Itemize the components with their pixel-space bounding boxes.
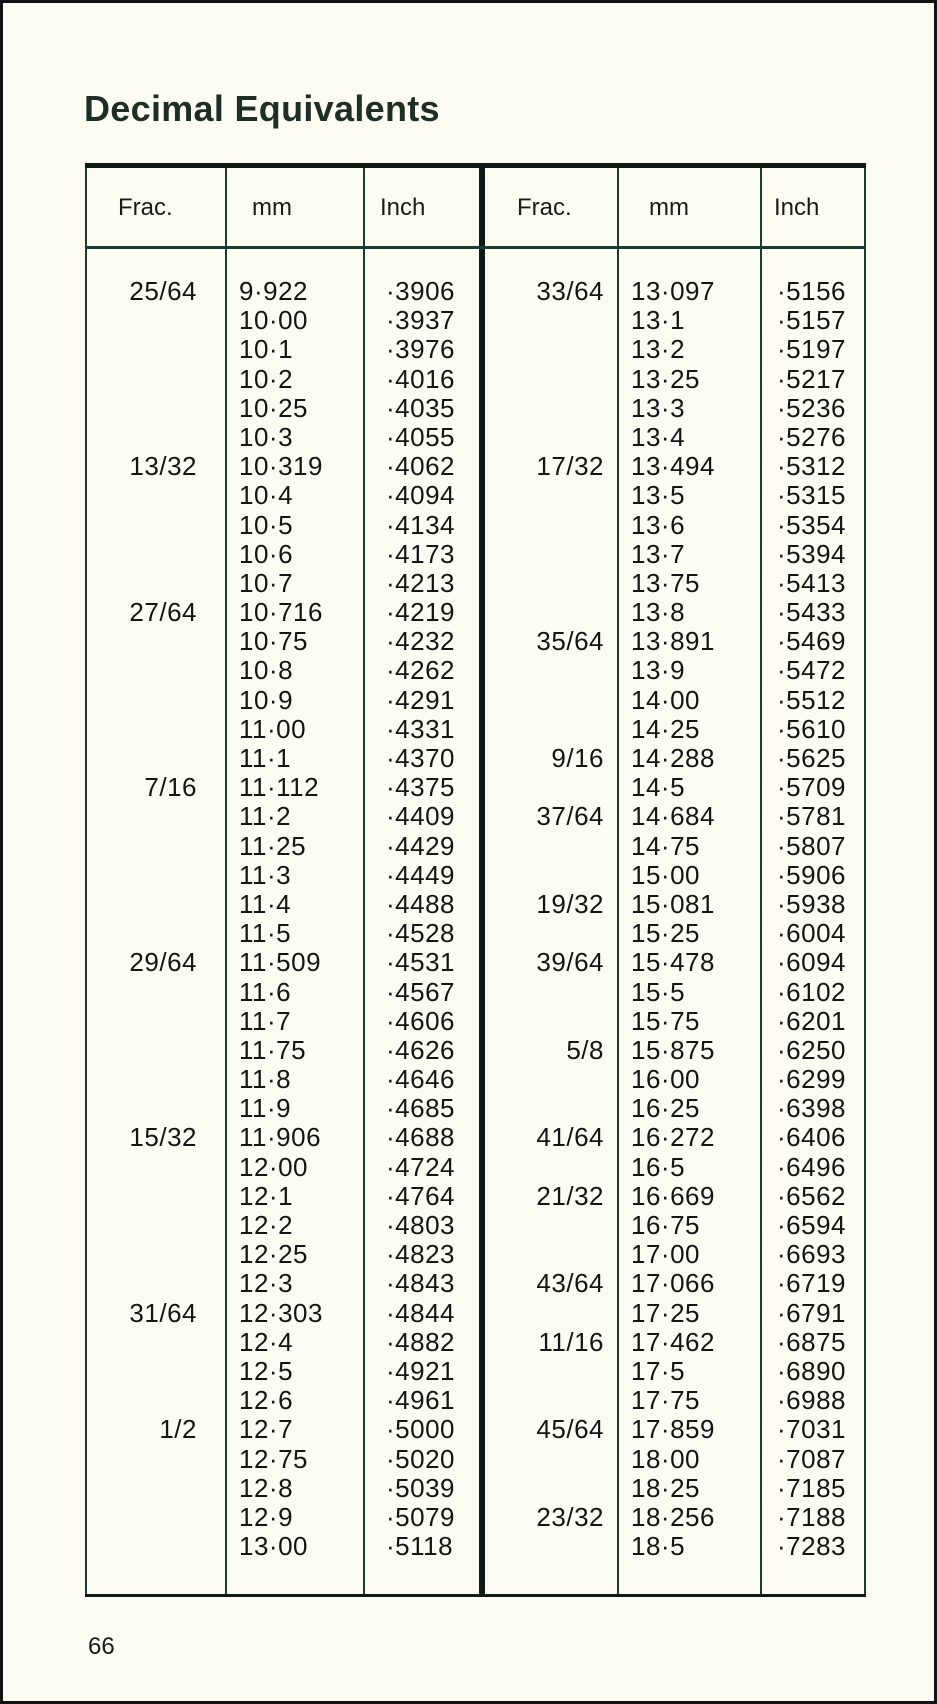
table-cell: 11·9 (239, 1093, 292, 1124)
table-cell: 11·3 (239, 859, 292, 890)
table-cell: 45/64 (536, 1414, 604, 1445)
table-cell: ·5807 (777, 830, 846, 861)
table-cell (492, 832, 604, 861)
table-cell: 17·462 (631, 1326, 715, 1357)
table-cell: ·4606 (386, 1005, 455, 1036)
table-cell: ·6250 (777, 1034, 846, 1065)
table-cell: ·4370 (386, 743, 455, 773)
left-inch-column (386, 277, 455, 1561)
table-cell: 11/16 (538, 1326, 604, 1357)
table-cell: ·4219 (386, 597, 455, 628)
table-cell: 10·319 (239, 451, 323, 482)
table-cell: ·6299 (777, 1064, 846, 1095)
table-cell (492, 306, 604, 335)
table-cell: 13·8 (631, 597, 686, 628)
table-cell: ·5197 (777, 334, 846, 365)
table-cell: 11·112 (239, 772, 320, 803)
table-cell (492, 1474, 604, 1503)
table-cell: 13·097 (631, 276, 715, 306)
table-cell: 16·5 (631, 1151, 686, 1182)
table-cell: ·4688 (386, 1122, 455, 1153)
table-cell: 11·25 (239, 830, 307, 861)
table-cell: 25/64 (129, 276, 197, 306)
table-cell: 19/32 (536, 888, 604, 919)
table-cell: ·6201 (777, 1005, 846, 1036)
table-cell (85, 423, 197, 452)
table-cell (85, 481, 197, 510)
table-cell: 9/16 (551, 743, 604, 773)
table-cell: 12·303 (239, 1297, 323, 1328)
table-cell: 10·8 (239, 655, 294, 686)
table-cell (85, 715, 197, 744)
table-cell: ·4567 (386, 976, 455, 1007)
table-cell: 12·5 (239, 1355, 294, 1386)
table-cell (85, 802, 197, 831)
table-cell: 17/32 (536, 451, 604, 482)
table-cell: ·4062 (386, 451, 455, 482)
table-cell: ·4843 (386, 1268, 455, 1299)
table-cell: 5/8 (566, 1034, 604, 1065)
table-cell: 13·25 (631, 363, 700, 394)
table-cell: 14·00 (631, 684, 700, 715)
table-cell (492, 861, 604, 890)
column-divider (363, 168, 365, 1594)
table-cell (85, 1445, 197, 1474)
table-cell: 13·9 (631, 655, 686, 686)
table-cell: ·7087 (777, 1443, 846, 1474)
table-cell: 17·00 (631, 1239, 700, 1270)
table-cell: ·4331 (386, 713, 455, 744)
table-cell: ·5906 (777, 859, 846, 890)
table-cell: ·5433 (777, 597, 846, 628)
table-cell: 15·5 (631, 976, 686, 1007)
table-cell: ·5236 (777, 392, 846, 423)
table-cell: ·5020 (386, 1443, 455, 1474)
table-cell (492, 511, 604, 540)
table-cell: ·5413 (777, 567, 846, 598)
table-cell: ·5469 (777, 626, 846, 657)
table-cell: 12·2 (239, 1210, 294, 1240)
table-cell (85, 686, 197, 715)
table-cell (85, 511, 197, 540)
table-cell: 11·8 (239, 1064, 292, 1095)
table-cell: 13·6 (631, 509, 686, 540)
table-cell (85, 1240, 197, 1269)
table-cell: ·4685 (386, 1093, 455, 1124)
table-cell: ·4055 (386, 421, 455, 452)
table-cell: ·3937 (386, 305, 455, 336)
column-divider (760, 168, 762, 1594)
table-cell: ·5118 (386, 1531, 454, 1562)
table-cell: 15/32 (129, 1122, 197, 1153)
left-mm-column (239, 277, 323, 1561)
table-cell: 18·256 (631, 1501, 715, 1532)
table-cell: 12·25 (239, 1239, 308, 1270)
table-cell (85, 1328, 197, 1357)
table-cell: 12·6 (239, 1385, 294, 1416)
table-cell: 16·00 (631, 1064, 700, 1095)
table-cell: 1/2 (159, 1414, 197, 1445)
table-cell: ·6398 (777, 1093, 846, 1124)
table-cell: ·5394 (777, 538, 846, 569)
table-cell: 14·5 (631, 772, 686, 803)
table-cell (492, 335, 604, 364)
center-divider (479, 168, 485, 1594)
table-cell: 14·288 (631, 743, 715, 773)
table-cell: ·7188 (777, 1501, 846, 1532)
table-cell: 12·3 (239, 1268, 294, 1299)
table-cell: 15·081 (631, 888, 715, 919)
table-cell (85, 627, 197, 656)
table-cell: ·6693 (777, 1239, 846, 1270)
table-cell (85, 1503, 197, 1532)
table-cell: 31/64 (129, 1297, 197, 1328)
table-cell (85, 1386, 197, 1415)
table-cell: ·5938 (777, 888, 846, 919)
table-cell: ·4291 (386, 684, 455, 715)
table-cell: 10·3 (239, 421, 294, 452)
table-cell: 29/64 (129, 947, 197, 978)
table-cell: 13·4 (631, 421, 686, 452)
table-cell (85, 365, 197, 394)
table-cell: 10·9 (239, 684, 294, 715)
table-cell: ·4724 (386, 1151, 455, 1182)
table-cell: 39/64 (536, 947, 604, 978)
table-cell: ·4035 (386, 392, 455, 423)
table-cell: 13·891 (631, 626, 715, 657)
table-cell: 17·25 (631, 1297, 700, 1328)
table-cell: ·6988 (777, 1385, 846, 1416)
table-cell: 10·00 (239, 305, 308, 336)
table-cell: 12·7 (239, 1414, 294, 1445)
table-cell: ·7185 (777, 1472, 846, 1503)
table-cell (492, 1065, 604, 1094)
header-frac-left: Frac. (118, 194, 173, 221)
table-cell: 15·00 (631, 859, 700, 890)
table-cell: 11·4 (239, 888, 292, 919)
left-frac-column (85, 277, 197, 1532)
table-cell: ·4764 (386, 1180, 455, 1211)
table-cell (492, 1240, 604, 1269)
table-cell: 18·25 (631, 1472, 700, 1503)
table-cell: ·5156 (777, 276, 846, 306)
table-cell: 16·669 (631, 1180, 715, 1211)
table-cell (85, 919, 197, 948)
table-cell (492, 656, 604, 685)
table-cell: 15·75 (631, 1005, 700, 1036)
table-cell: 18·5 (631, 1531, 686, 1562)
table-cell (85, 832, 197, 861)
column-divider (225, 168, 227, 1594)
table-cell: 13·1 (631, 305, 686, 336)
table-cell: 16·75 (631, 1210, 700, 1240)
table-cell: 12·4 (239, 1326, 294, 1357)
table-border-right (864, 168, 866, 1594)
table-cell (492, 1007, 604, 1036)
table-cell: 16·272 (631, 1122, 715, 1153)
table-cell: ·6102 (777, 976, 846, 1007)
table-cell (492, 481, 604, 510)
table-cell (85, 1269, 197, 1298)
table-cell (492, 919, 604, 948)
table-cell (85, 978, 197, 1007)
table-cell: ·4921 (386, 1355, 455, 1386)
table-cell (492, 1386, 604, 1415)
table-cell: ·5610 (777, 713, 846, 744)
table-cell: 11·75 (239, 1034, 307, 1065)
table-cell (85, 656, 197, 685)
table-cell: ·7283 (777, 1531, 846, 1562)
table-cell: ·4232 (386, 626, 455, 657)
table-cell (85, 861, 197, 890)
table-cell: ·6594 (777, 1210, 846, 1240)
table-cell: 43/64 (536, 1268, 604, 1299)
decimal-equivalents-table (85, 163, 866, 1597)
table-cell: 14·25 (631, 713, 700, 744)
table-cell (492, 540, 604, 569)
table-cell: 12·00 (239, 1151, 308, 1182)
table-cell: ·3906 (386, 276, 455, 306)
table-cell: 14·684 (631, 801, 715, 832)
table-cell (85, 890, 197, 919)
table-cell: 27/64 (129, 597, 197, 628)
table-cell: 12·1 (239, 1180, 294, 1211)
table-cell (85, 1211, 197, 1240)
table-cell: 21/32 (536, 1180, 604, 1211)
table-cell (85, 306, 197, 335)
table-cell: ·4173 (386, 538, 455, 569)
table-cell: 13·3 (631, 392, 686, 423)
table-cell (85, 1036, 197, 1065)
table-cell: 10·75 (239, 626, 308, 657)
table-cell: 37/64 (536, 801, 604, 832)
table-cell: ·4528 (386, 918, 455, 949)
table-cell: ·5709 (777, 772, 846, 803)
table-cell (85, 1153, 197, 1182)
table-cell: 11·7 (239, 1005, 292, 1036)
table-cell: ·5512 (777, 684, 846, 715)
table-cell: 15·875 (631, 1034, 715, 1065)
table-cell: 13·75 (631, 567, 700, 598)
table-cell (85, 569, 197, 598)
table-cell: 12·75 (239, 1443, 308, 1474)
right-mm-column (631, 277, 715, 1561)
table-cell: 11·1 (239, 743, 292, 773)
table-cell: 10·6 (239, 538, 294, 569)
table-cell: ·5217 (777, 363, 846, 394)
table-cell (492, 1211, 604, 1240)
table-cell (492, 1445, 604, 1474)
table-cell (492, 773, 604, 802)
table-cell: ·4844 (386, 1297, 455, 1328)
table-cell: 10·2 (239, 363, 294, 394)
table-cell (492, 1532, 604, 1561)
table-cell: 15·25 (631, 918, 700, 949)
table-cell (85, 1474, 197, 1503)
table-cell: 23/32 (536, 1501, 604, 1532)
table-cell (492, 1094, 604, 1123)
header-mm-right: mm (649, 194, 689, 221)
table-cell (492, 1357, 604, 1386)
table-cell: ·7031 (777, 1414, 846, 1445)
table-cell (85, 744, 197, 773)
page-number: 66 (88, 1633, 115, 1660)
table-cell (492, 394, 604, 423)
table-cell: ·4646 (386, 1064, 455, 1095)
table-cell: 16·25 (631, 1093, 700, 1124)
table-cell: ·6496 (777, 1151, 846, 1182)
header-inch-left: Inch (380, 194, 426, 221)
table-cell: ·6004 (777, 918, 846, 949)
table-cell: ·5315 (777, 480, 846, 511)
header-rule (85, 246, 866, 249)
table-cell: 10·1 (239, 334, 294, 365)
table-cell: 10·25 (239, 392, 308, 423)
table-cell: 13·494 (631, 451, 715, 482)
header-inch-right: Inch (774, 194, 820, 221)
table-cell: ·4429 (386, 830, 455, 861)
table-cell: 13·00 (239, 1531, 308, 1562)
table-cell: 11·6 (239, 976, 292, 1007)
table-cell: ·4449 (386, 859, 455, 890)
table-cell: ·4823 (386, 1239, 455, 1270)
table-cell: 10·7 (239, 567, 294, 598)
table-cell: ·6406 (777, 1122, 846, 1153)
table-cell: ·5354 (777, 509, 846, 540)
table-cell: 11·509 (239, 947, 322, 978)
header-frac-right: Frac. (517, 194, 572, 221)
table-cell: ·5781 (777, 801, 846, 832)
table-cell (85, 1094, 197, 1123)
table-cell (492, 978, 604, 1007)
table-cell: ·4409 (386, 801, 455, 832)
table-cell: ·5472 (777, 655, 846, 686)
table-cell: 33/64 (536, 276, 604, 306)
page-title: Decimal Equivalents (84, 88, 440, 129)
table-cell: 18·00 (631, 1443, 700, 1474)
table-cell: ·4803 (386, 1210, 455, 1240)
column-divider (617, 168, 619, 1594)
table-cell: 11·5 (239, 918, 292, 949)
table-cell: 41/64 (536, 1122, 604, 1153)
table-cell: 11·2 (239, 801, 292, 832)
table-cell: ·6094 (777, 947, 846, 978)
right-inch-column (777, 277, 846, 1561)
table-cell: ·5039 (386, 1472, 455, 1503)
table-cell (492, 365, 604, 394)
table-cell: ·4531 (386, 947, 455, 978)
table-cell: ·5276 (777, 421, 846, 452)
table-cell: ·6719 (777, 1268, 846, 1299)
table-cell: 14·75 (631, 830, 700, 861)
table-cell: 10·716 (239, 597, 323, 628)
table-cell: ·4961 (386, 1385, 455, 1416)
table-cell (85, 1007, 197, 1036)
table-cell: 11·906 (239, 1122, 322, 1153)
table-cell: ·4375 (386, 772, 455, 803)
table-cell: 13·5 (631, 480, 686, 511)
table-cell: 17·5 (631, 1355, 686, 1386)
table-cell: 11·00 (239, 713, 307, 744)
table-cell (85, 1182, 197, 1211)
table-cell: 10·4 (239, 480, 294, 511)
table-cell: ·5157 (777, 305, 846, 336)
table-cell: ·6875 (777, 1326, 846, 1357)
table-cell: ·6562 (777, 1180, 846, 1211)
table-cell: ·5625 (777, 743, 846, 773)
table-cell: 13·7 (631, 538, 686, 569)
table-cell (492, 1153, 604, 1182)
right-frac-column (492, 277, 604, 1561)
header-mm-left: mm (252, 194, 292, 221)
table-cell: ·3976 (386, 334, 455, 365)
table-cell: ·6791 (777, 1297, 846, 1328)
table-cell: ·4213 (386, 567, 455, 598)
table-cell: ·4134 (386, 509, 455, 540)
table-cell (85, 335, 197, 364)
table-cell: 12·9 (239, 1501, 294, 1532)
table-cell: 10·5 (239, 509, 294, 540)
table-cell: 12·8 (239, 1472, 294, 1503)
table-cell: ·5312 (777, 451, 846, 482)
table-cell (85, 540, 197, 569)
table-cell: ·6890 (777, 1355, 846, 1386)
table-cell: 17·859 (631, 1414, 715, 1445)
table-cell (492, 1299, 604, 1328)
table-cell (85, 1357, 197, 1386)
table-cell (492, 569, 604, 598)
table-cell: ·4626 (386, 1034, 455, 1065)
table-cell: 13·2 (631, 334, 686, 365)
table-cell (492, 598, 604, 627)
table-cell (85, 394, 197, 423)
table-cell (85, 1065, 197, 1094)
table-cell: ·5000 (386, 1414, 455, 1445)
table-cell (492, 715, 604, 744)
table-cell: ·4094 (386, 480, 455, 511)
table-cell: 15·478 (631, 947, 715, 978)
table-cell: ·5079 (386, 1501, 455, 1532)
table-cell: 17·75 (631, 1385, 700, 1416)
table-cell: 35/64 (536, 626, 604, 657)
table-cell: 7/16 (144, 772, 197, 803)
table-cell: 17·066 (631, 1268, 715, 1299)
table-cell: 13/32 (129, 451, 197, 482)
table-cell: 9·922 (239, 276, 308, 306)
table-cell (492, 686, 604, 715)
table-cell: ·4882 (386, 1326, 455, 1357)
table-cell: ·4016 (386, 363, 455, 394)
table-cell: ·4262 (386, 655, 455, 686)
table-cell: ·4488 (386, 888, 455, 919)
table-cell (492, 423, 604, 452)
